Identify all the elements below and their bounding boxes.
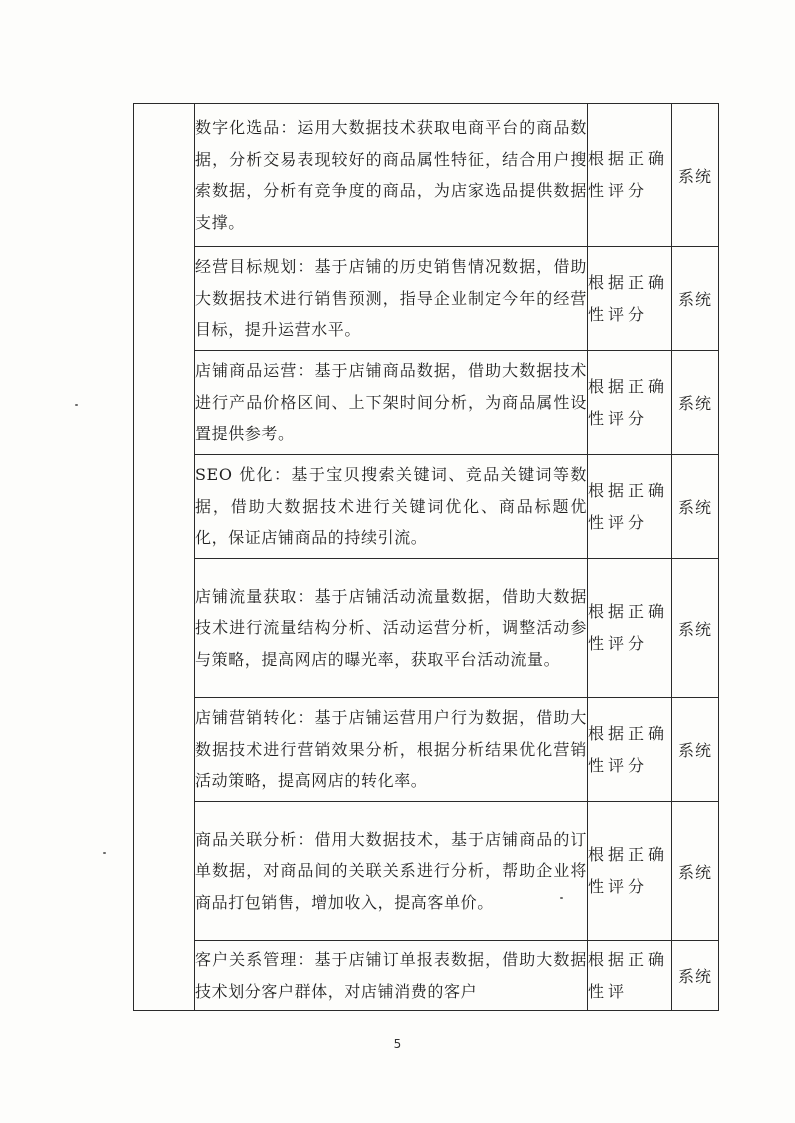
scoring-method: 系统 [672,698,719,802]
assessment-table [133,103,719,1011]
table-row [134,698,719,802]
scan-speck [103,852,106,854]
table-row [134,455,719,559]
scoring-method: 系统 [672,941,719,1011]
scan-speck [75,404,78,406]
scoring-criteria: 根据正确性评分 [588,247,672,351]
scoring-method: 系统 [672,802,719,941]
table-row [134,247,719,351]
scoring-criteria: 根据正确性评分 [588,698,672,802]
table-row [134,104,719,247]
table-row [134,559,719,698]
scoring-criteria: 根据正确性评分 [588,802,672,941]
table-row [134,351,719,455]
scoring-criteria: 根据正确性评分 [588,455,672,559]
task-description: 商品关联分析：借用大数据技术，基于店铺商品的订单数据，对商品间的关联关系进行分析，帮助企业将商品打包销售，增加收入，提高客单价。 [195,802,588,941]
scoring-criteria: 根据正确性评分 [588,351,672,455]
task-description: 经营目标规划：基于店铺的历史销售情况数据，借助大数据技术进行销售预测，指导企业制定今年的经营目标，提升运营水平。 [195,247,588,351]
table-row [134,802,719,941]
task-description: SEO 优化：基于宝贝搜索关键词、竞品关键词等数据，借助大数据技术进行关键词优化、商品标题优化，保证店铺商品的持续引流。 [195,455,588,559]
page-number: 5 [393,1037,402,1051]
scoring-method: 系统 [672,455,719,559]
table-row [134,941,719,1011]
scoring-method: 系统 [672,104,719,247]
scan-speck [560,897,563,899]
task-description: 店铺流量获取：基于店铺活动流量数据，借助大数据技术进行流量结构分析、活动运营分析，调整活动参与策略，提高网店的曝光率，获取平台活动流量。 [195,559,588,698]
task-description: 店铺商品运营：基于店铺商品数据，借助大数据技术进行产品价格区间、上下架时间分析，为商品属性设置提供参考。 [195,351,588,455]
scoring-criteria: 根据正确性评分 [588,559,672,698]
task-description: 客户关系管理：基于店铺订单报表数据，借助大数据技术划分客户群体，对店铺消费的客户 [195,941,588,1011]
task-description: 店铺营销转化：基于店铺运营用户行为数据，借助大数据技术进行营销效果分析，根据分析结果优化营销活动策略，提高网店的转化率。 [195,698,588,802]
scoring-method: 系统 [672,351,719,455]
scoring-method: 系统 [672,247,719,351]
merged-category-cell [134,104,195,1011]
scoring-method: 系统 [672,559,719,698]
scoring-criteria: 根据正确性评分 [588,104,672,247]
task-description: 数字化选品：运用大数据技术获取电商平台的商品数据，分析交易表现较好的商品属性特征，结合用户搜索数据，分析有竞争度的商品，为店家选品提供数据支撑。 [195,104,588,247]
scoring-criteria: 根据正确性评 [588,941,672,1011]
